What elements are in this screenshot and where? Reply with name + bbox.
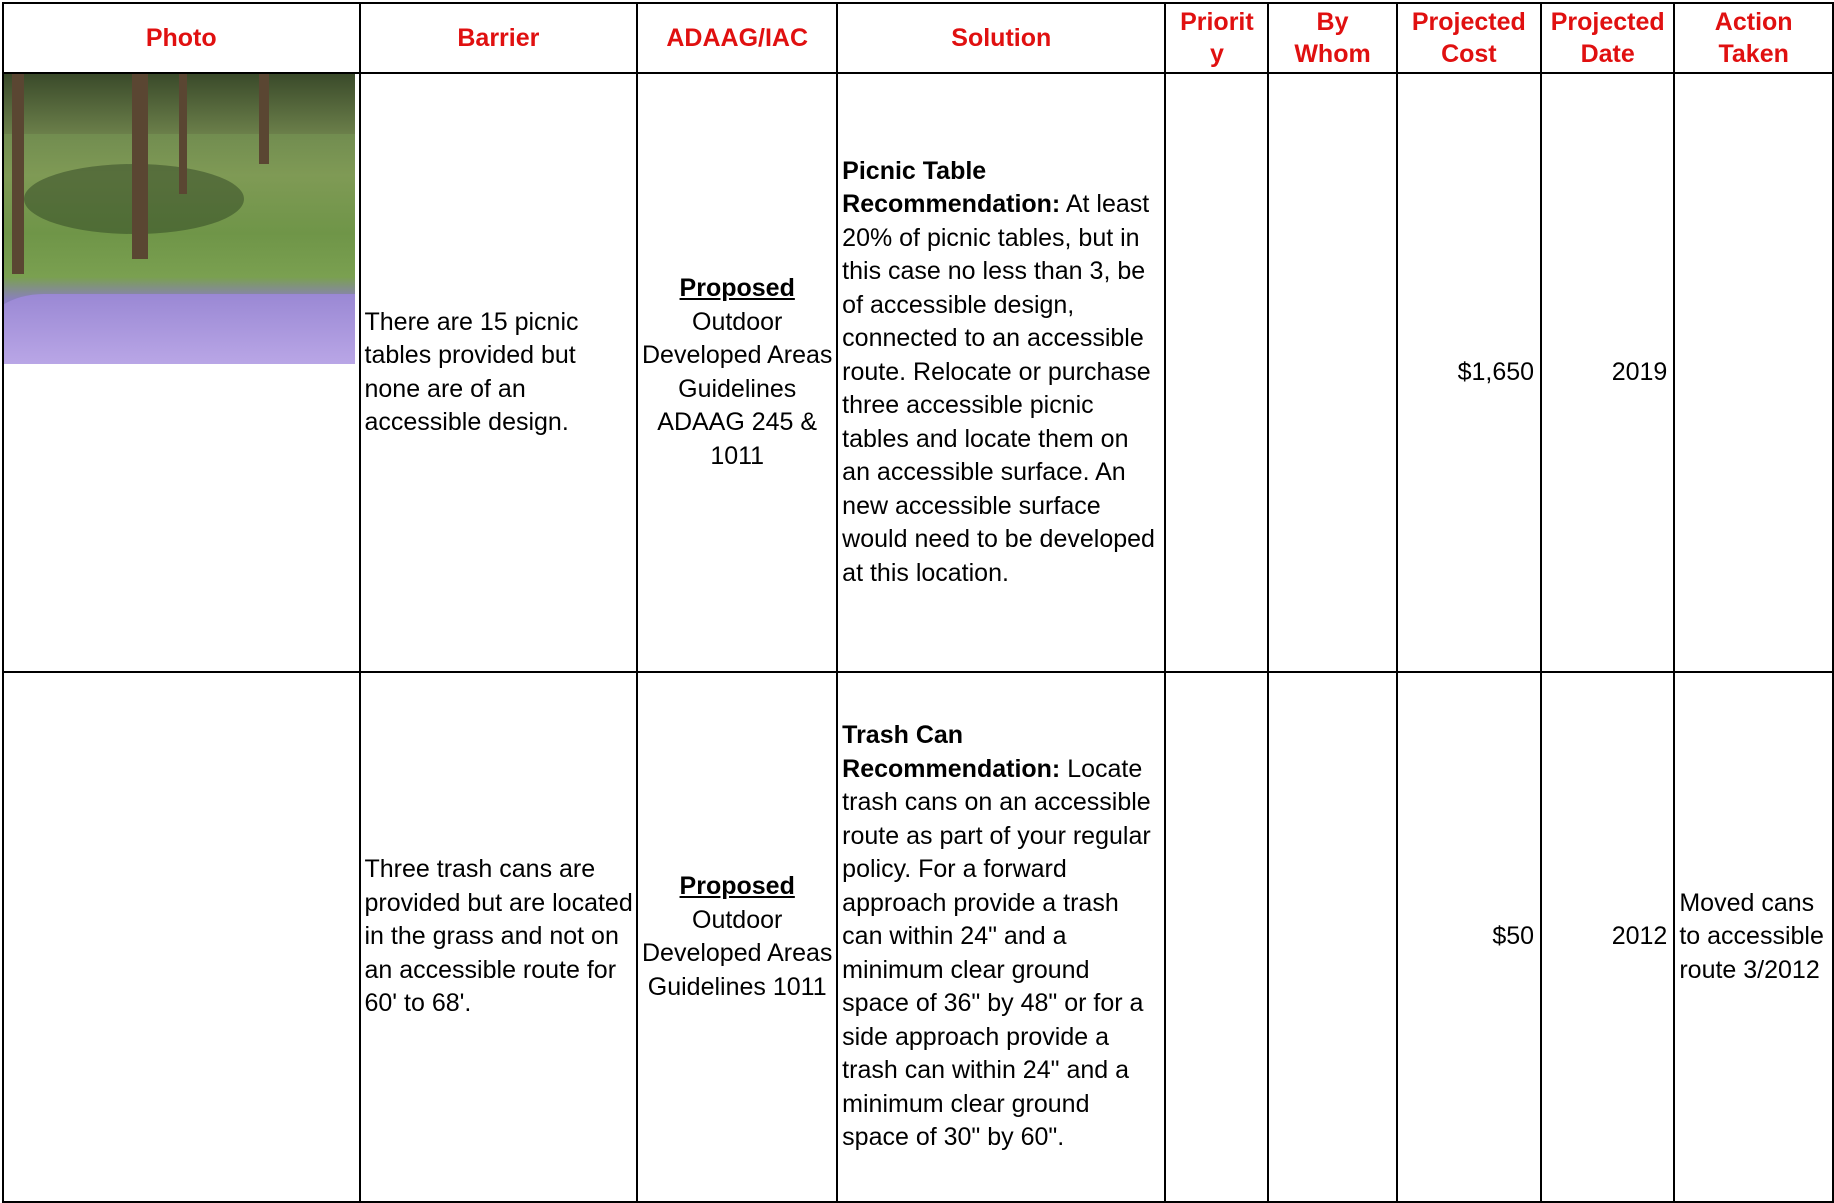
header-photo: Photo (3, 3, 360, 73)
photo-cell (3, 73, 360, 672)
table-row (3, 672, 1833, 1202)
header-action-taken: Action Taken (1674, 3, 1833, 73)
header-priority: Priorit y (1165, 3, 1268, 73)
projected-date-cell: 2019 (1541, 73, 1674, 672)
projected-date-cell: 2012 (1541, 672, 1674, 1202)
adaag-cell (637, 73, 837, 672)
header-adaag: ADAAG/IAC (637, 3, 837, 73)
header-by-whom: By Whom (1268, 3, 1396, 73)
solution-cell (837, 73, 1165, 672)
priority-cell (1165, 73, 1268, 672)
priority-cell (1165, 672, 1268, 1202)
adaag-proposed-label: Proposed (679, 872, 795, 900)
solution-title: Trash Can Recommendation: (842, 721, 1061, 783)
adaag-text: Outdoor Developed Areas Guidelines 1011 (641, 905, 833, 1001)
solution-text: At least 20% of picnic tables, but in this case no less than 3, be of accessible design, connected to an accessible route. Relocate or purchase three accessible picnic tables and locate them on an accessible surface. An new accessible surface would need to be developed at this location. (842, 190, 1155, 587)
solution-title: Picnic Table Recommendation: (842, 156, 1061, 219)
by-whom-cell (1268, 73, 1396, 672)
photo-cell (3, 672, 360, 1202)
adaag-cell (637, 672, 837, 1202)
header-projected-cost: Projected Cost (1397, 3, 1541, 73)
barrier-text: Three trash cans are provided but are located in the grass and not on an accessible route for 60' to 68'. (360, 672, 638, 1202)
picnic-area-photo (4, 74, 355, 364)
header-projected-date: Projected Date (1541, 3, 1674, 73)
adaag-text: Outdoor Developed Areas Guidelines ADAAG 245 & 1011 (641, 307, 833, 470)
header-solution: Solution (837, 3, 1165, 73)
barrier-text: There are 15 picnic tables provided but none are of an accessible design. (360, 73, 638, 672)
header-barrier: Barrier (360, 3, 638, 73)
by-whom-cell (1268, 672, 1396, 1202)
projected-cost-cell: $50 (1397, 672, 1541, 1202)
barrier-table (2, 2, 1834, 1203)
table-row (3, 73, 1833, 672)
solution-cell (837, 672, 1165, 1202)
action-taken-cell (1674, 73, 1833, 672)
projected-cost-cell: $1,650 (1397, 73, 1541, 672)
action-taken-cell: Moved cans to accessible route 3/2012 (1674, 672, 1833, 1202)
header-row (3, 3, 1833, 73)
adaag-proposed-label: Proposed (679, 274, 795, 302)
solution-text: Locate trash cans on an accessible route as part of your regular policy. For a forward approach provide a trash can within 24" and a minimum clear ground space of 36" by 48" or for a side approach provide a trash can within 24" and a minimum clear ground space of 30" by 60". (842, 754, 1151, 1152)
